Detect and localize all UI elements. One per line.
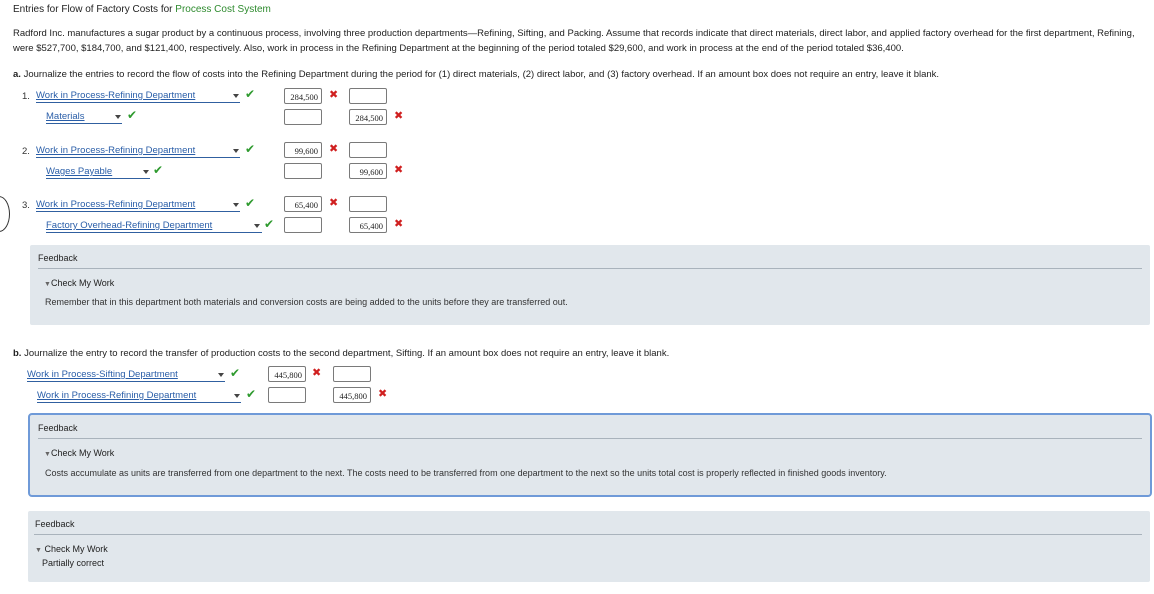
problem-intro: Radford Inc. manufactures a sugar product by a continuous process, involving three production departments—Refining, Sifting, and Packing. Assume that records indicate that direct materials, direct labor, and applied factory overhead for the first department, Refining, were $527,700, $184,700, and $121,400, respectively. Also, work in process in the Refining Department at the beginning of the period totaled $29,600, and work in process at the end of the period totaled $36,400.	[13, 28, 1135, 54]
incorrect-x-icon: ✖	[329, 143, 339, 155]
check-my-work-toggle[interactable]	[44, 448, 114, 458]
title-prefix: Entries for Flow of Factory Costs for	[13, 4, 173, 15]
credit-account-value: Wages Payable	[46, 166, 113, 177]
chevron-down-icon[interactable]	[234, 394, 240, 398]
credit-account-value: Materials	[46, 111, 85, 122]
divider	[38, 268, 1142, 269]
chevron-down-icon[interactable]	[233, 203, 239, 207]
overall-feedback-panel	[28, 511, 1150, 582]
correct-check-icon: ✔	[127, 108, 138, 122]
debit-account-value: Work in Process-Refining Department	[36, 145, 196, 156]
debit-amount-input[interactable]	[284, 109, 322, 125]
credit-account-value: Factory Overhead-Refining Department	[46, 220, 213, 231]
feedback-title: Feedback	[35, 519, 75, 529]
credit-amount-input[interactable]: 445,800	[333, 387, 371, 403]
debit-account-value: Work in Process-Sifting Department	[27, 369, 178, 380]
entry-number: 3.	[22, 200, 30, 211]
entry-number: 1.	[22, 91, 30, 102]
credit-account-select[interactable]	[46, 220, 262, 233]
credit-amount-input[interactable]	[349, 196, 387, 212]
feedback-title: Feedback	[38, 423, 78, 433]
debit-account-select[interactable]	[36, 145, 240, 158]
correct-check-icon: ✔	[245, 87, 256, 101]
feedback-title: Feedback	[38, 253, 78, 263]
chevron-down-icon[interactable]	[143, 170, 149, 174]
correct-check-icon: ✔	[245, 196, 256, 210]
part-b-text: Journalize the entry to record the transfer of production costs to the second department, Sifting. If an amount box does not require an entry, leave it blank.	[24, 348, 670, 359]
check-my-work-toggle[interactable]	[35, 544, 108, 554]
part-a-instruction	[13, 69, 939, 80]
credit-amount-input[interactable]	[349, 88, 387, 104]
part-b-label: b.	[13, 348, 22, 359]
correct-check-icon: ✔	[245, 142, 256, 156]
credit-amount-input[interactable]	[333, 366, 371, 382]
triangle-down-icon: ▼	[44, 281, 51, 288]
debit-account-value: Work in Process-Refining Department	[36, 90, 196, 101]
credit-amount-input[interactable]	[349, 142, 387, 158]
incorrect-x-icon: ✖	[394, 218, 404, 230]
incorrect-x-icon: ✖	[378, 388, 388, 400]
feedback-panel-a	[30, 245, 1150, 325]
title-link[interactable]: Process Cost System	[175, 4, 271, 15]
entry-number: 2.	[22, 146, 30, 157]
chevron-down-icon[interactable]	[233, 94, 239, 98]
grading-status: Partially correct	[42, 558, 105, 568]
correct-check-icon: ✔	[230, 366, 241, 380]
correct-check-icon: ✔	[153, 163, 164, 177]
debit-amount-input[interactable]: 99,600	[284, 142, 322, 158]
debit-account-select[interactable]	[27, 369, 225, 382]
incorrect-x-icon: ✖	[394, 110, 404, 122]
debit-amount-input[interactable]: 284,500	[284, 88, 322, 104]
correct-check-icon: ✔	[246, 387, 257, 401]
check-my-work-label: Check My Work	[50, 448, 115, 458]
incorrect-x-icon: ✖	[394, 164, 404, 176]
feedback-text: Costs accumulate as units are transferred from one department to the next. The costs need to be transferred from one department to the next so the units total cost is properly reflected in finished goods inventory.	[45, 468, 887, 478]
check-my-work-toggle[interactable]	[44, 278, 114, 288]
feedback-text: Remember that in this department both materials and conversion costs are being added to the units before they are transferred out.	[45, 297, 568, 307]
divider	[34, 534, 1142, 535]
debit-account-select[interactable]	[36, 199, 240, 212]
incorrect-x-icon: ✖	[312, 367, 322, 379]
incorrect-x-icon: ✖	[329, 197, 339, 209]
debit-amount-input[interactable]	[284, 217, 322, 233]
feedback-panel-b	[28, 413, 1152, 497]
debit-account-value: Work in Process-Refining Department	[36, 199, 196, 210]
credit-account-select[interactable]	[46, 111, 122, 124]
credit-amount-input[interactable]: 284,500	[349, 109, 387, 125]
page-title	[13, 4, 271, 15]
debit-account-select[interactable]	[36, 90, 240, 103]
chevron-down-icon[interactable]	[218, 373, 224, 377]
divider	[38, 438, 1142, 439]
triangle-down-icon: ▼	[44, 451, 51, 458]
left-edge-circle	[0, 196, 10, 232]
check-my-work-label: Check My Work	[50, 278, 115, 288]
debit-amount-input[interactable]: 445,800	[268, 366, 306, 382]
chevron-down-icon[interactable]	[254, 224, 260, 228]
debit-amount-input[interactable]: 65,400	[284, 196, 322, 212]
credit-account-value: Work in Process-Refining Department	[37, 390, 197, 401]
debit-amount-input[interactable]	[284, 163, 322, 179]
part-b-instruction	[13, 348, 669, 359]
chevron-down-icon[interactable]	[115, 115, 121, 119]
credit-account-select[interactable]	[37, 390, 241, 403]
chevron-down-icon[interactable]	[233, 149, 239, 153]
check-my-work-label: Check My Work	[44, 544, 108, 554]
part-a-text: Journalize the entries to record the flow of costs into the Refining Department during the period for (1) direct materials, (2) direct labor, and (3) factory overhead. If an amount box does not require an entry, leave it blank.	[23, 69, 940, 80]
part-a-label: a.	[13, 69, 21, 80]
incorrect-x-icon: ✖	[329, 89, 339, 101]
debit-amount-input[interactable]	[268, 387, 306, 403]
correct-check-icon: ✔	[264, 217, 275, 231]
credit-amount-input[interactable]: 99,600	[349, 163, 387, 179]
credit-amount-input[interactable]: 65,400	[349, 217, 387, 233]
triangle-down-icon: ▼	[35, 547, 42, 554]
credit-account-select[interactable]	[46, 166, 150, 179]
